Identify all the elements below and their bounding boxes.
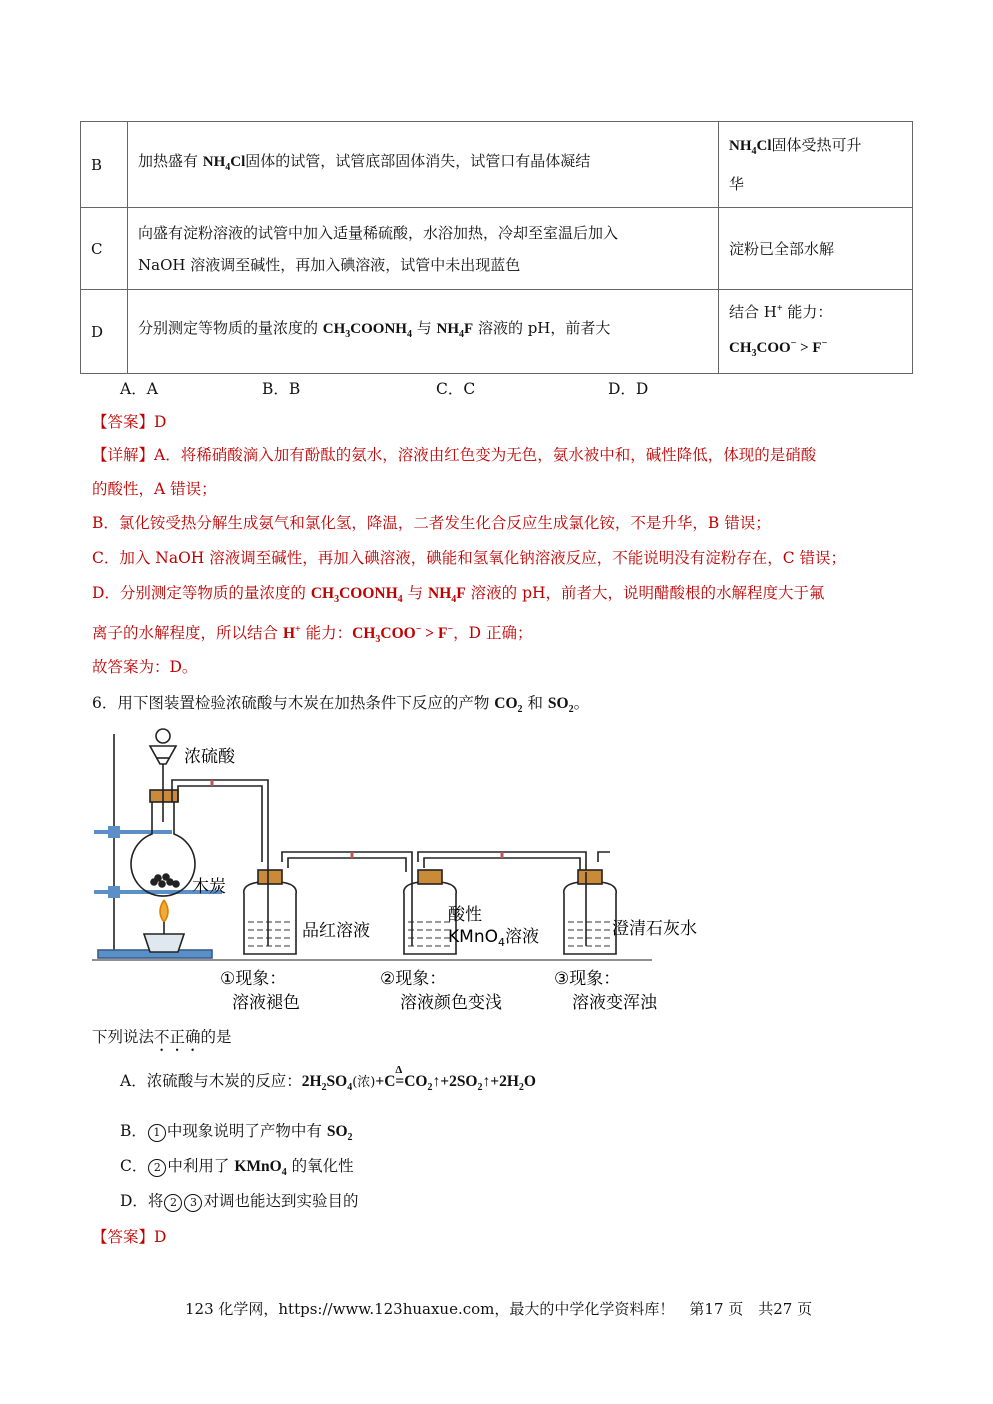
- obs2-text: 溶液颜色变浅: [400, 993, 502, 1013]
- option-d: D．将 2 3 对调也能达到实验目的: [120, 1192, 359, 1210]
- option-c: C． 2 中利用了 KMnO$_4$ 的氧化性: [120, 1157, 354, 1179]
- options-table: [80, 121, 913, 374]
- obs3-text: 溶液变浑浊: [572, 993, 657, 1013]
- detail-line: D．分别测定等物质的量浓度的 $CH_3COONH_4$ 与 $NH_4F$ 溶液的 pH，前者大，说明醋酸根的水解程度大于氟: [92, 584, 825, 606]
- row-label: B: [81, 122, 128, 208]
- option-a: A．浓硫酸与木炭的反应：$2H_2SO_4$(浓)+C Δ $=CO_2↑+2SO_2↑+2H_2O$: [120, 1064, 536, 1094]
- detail-line: 离子的水解程度，所以结合 H+ 能力：$CH_3COO^- > F^-$，D 正确；: [92, 624, 533, 646]
- answer-label: 【答案】D: [92, 1228, 167, 1246]
- label-bottle2-line2: KMnO$_4$溶液: [448, 927, 539, 949]
- row-conclusion: $NH_4Cl$固体受热可升 华: [719, 122, 913, 208]
- label-acid: 浓硫酸: [184, 747, 235, 767]
- row-conclusion: 结合 H+ 能力： $CH_3COO^- > F^-$: [719, 290, 913, 374]
- question-prompt: 下列说法不正确的是: [92, 1028, 232, 1046]
- apparatus-figure: [92, 722, 732, 1022]
- answer-label: 【答案】D: [92, 413, 167, 431]
- detail-line: 故答案为：D。: [92, 658, 198, 676]
- row-description: 加热盛有 $NH_4Cl$固体的试管，试管底部固体消失，试管口有晶体凝结: [128, 122, 719, 208]
- label-bottle2-line1: 酸性: [448, 905, 482, 925]
- row-label: C: [81, 208, 128, 290]
- choice-d: D．D: [608, 380, 649, 398]
- detail-line: C．加入 NaOH 溶液调至碱性，再加入碘溶液，碘能和氢氧化钠溶液反应，不能说明没有淀粉存在，C 错误；: [92, 549, 847, 567]
- table-row: [81, 122, 913, 208]
- choice-c: C．C: [436, 380, 476, 398]
- choice-b: B．B: [262, 380, 301, 398]
- choice-a: A．A: [120, 380, 158, 398]
- label-bottle1: 品红溶液: [302, 921, 370, 941]
- detail-line: 的酸性，A 错误；: [92, 480, 217, 498]
- table-row: [81, 208, 913, 290]
- obs1-text: 溶液褪色: [232, 993, 300, 1013]
- label-charcoal: 木炭: [192, 877, 226, 897]
- table-row: [81, 290, 913, 374]
- row-conclusion: 淀粉已全部水解: [719, 208, 913, 290]
- label-bottle3: 澄清石灰水: [612, 919, 697, 939]
- page-footer: 123 化学网，https://www.123huaxue.com，最大的中学化学资料库！ 第17 页 共27 页: [185, 1300, 813, 1318]
- detail-line: B．氯化铵受热分解生成氨气和氯化氢，降温，二者发生化合反应生成氯化铵，不是升华，B 错误；: [92, 514, 771, 532]
- option-b: B． 1 中现象说明了产物中有 $SO_2$: [120, 1122, 353, 1144]
- row-description: 分别测定等物质的量浓度的 $CH_3COONH_4$ 与 $NH_4F$ 溶液的 pH，前者大: [128, 290, 719, 374]
- obs3-title: ③现象：: [554, 969, 621, 989]
- row-label: D: [81, 290, 128, 374]
- detail-line: 【详解】A．将稀硝酸滴入加有酚酞的氨水，溶液由红色变为无色，氨水被中和，碱性降低，体现的是硝酸: [92, 446, 817, 464]
- obs1-title: ①现象：: [220, 969, 287, 989]
- obs2-title: ②现象：: [380, 969, 447, 989]
- row-description: 向盛有淀粉溶液的试管中加入适量稀硫酸，水浴加热，冷却至室温后加入 NaOH 溶液调至碱性，再加入碘溶液，试管中未出现蓝色: [128, 208, 719, 290]
- question-stem: 6．用下图装置检验浓硫酸与木炭在加热条件下反应的产物 $CO_2$ 和 $SO_2$。: [92, 694, 590, 716]
